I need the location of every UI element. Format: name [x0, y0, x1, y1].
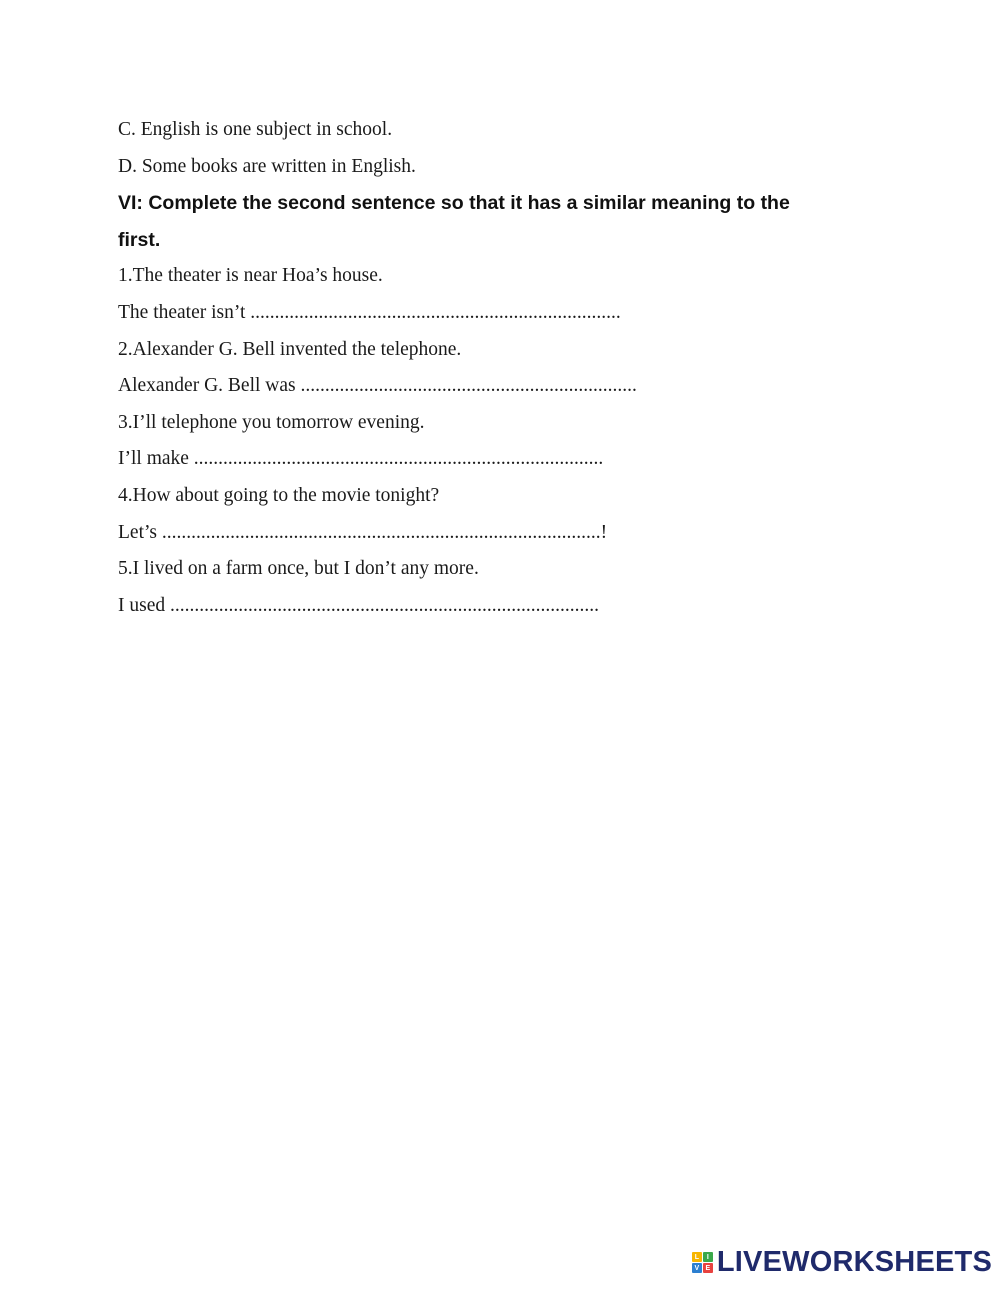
section-heading-line2: first. [118, 228, 161, 251]
logo-block-v: V [692, 1263, 702, 1273]
option-c: C. English is one subject in school. [118, 119, 393, 140]
item-1-sentence: 1.The theater is near Hoa’s house. [118, 265, 383, 287]
worksheet-page [118, 112, 918, 624]
item-5-rewrite[interactable]: I used ........................................................................................ [118, 594, 599, 616]
section-heading-line1: VI: Complete the second sentence so that it has a similar meaning to the [118, 192, 790, 215]
item-2-rewrite[interactable]: Alexander G. Bell was ..................................................................... [118, 375, 637, 397]
item-1-rewrite[interactable]: The theater isn’t ............................................................................ [118, 301, 621, 323]
item-3-rewrite[interactable]: I’ll make .................................................................................... [118, 448, 604, 470]
logo-blocks-icon [692, 1252, 713, 1273]
logo-text: LIVEWORKSHEETS [716, 1246, 992, 1278]
item-5-sentence: 5.I lived on a farm once, but I don’t any more. [118, 558, 479, 580]
liveworksheets-logo [692, 1246, 992, 1279]
logo-block-i: I [703, 1252, 713, 1262]
item-4-rewrite[interactable]: Let’s ..........................................................................................! [118, 521, 608, 543]
option-d: D. Some books are written in English. [118, 155, 416, 177]
logo-block-l: L [692, 1252, 702, 1262]
item-3-sentence: 3.I’ll telephone you tomorrow evening. [118, 411, 425, 433]
section-heading [118, 185, 918, 258]
item-2-sentence: 2.Alexander G. Bell invented the telephone. [118, 338, 462, 360]
logo-block-e: E [703, 1263, 713, 1273]
item-4-sentence: 4.How about going to the movie tonight? [118, 484, 440, 506]
